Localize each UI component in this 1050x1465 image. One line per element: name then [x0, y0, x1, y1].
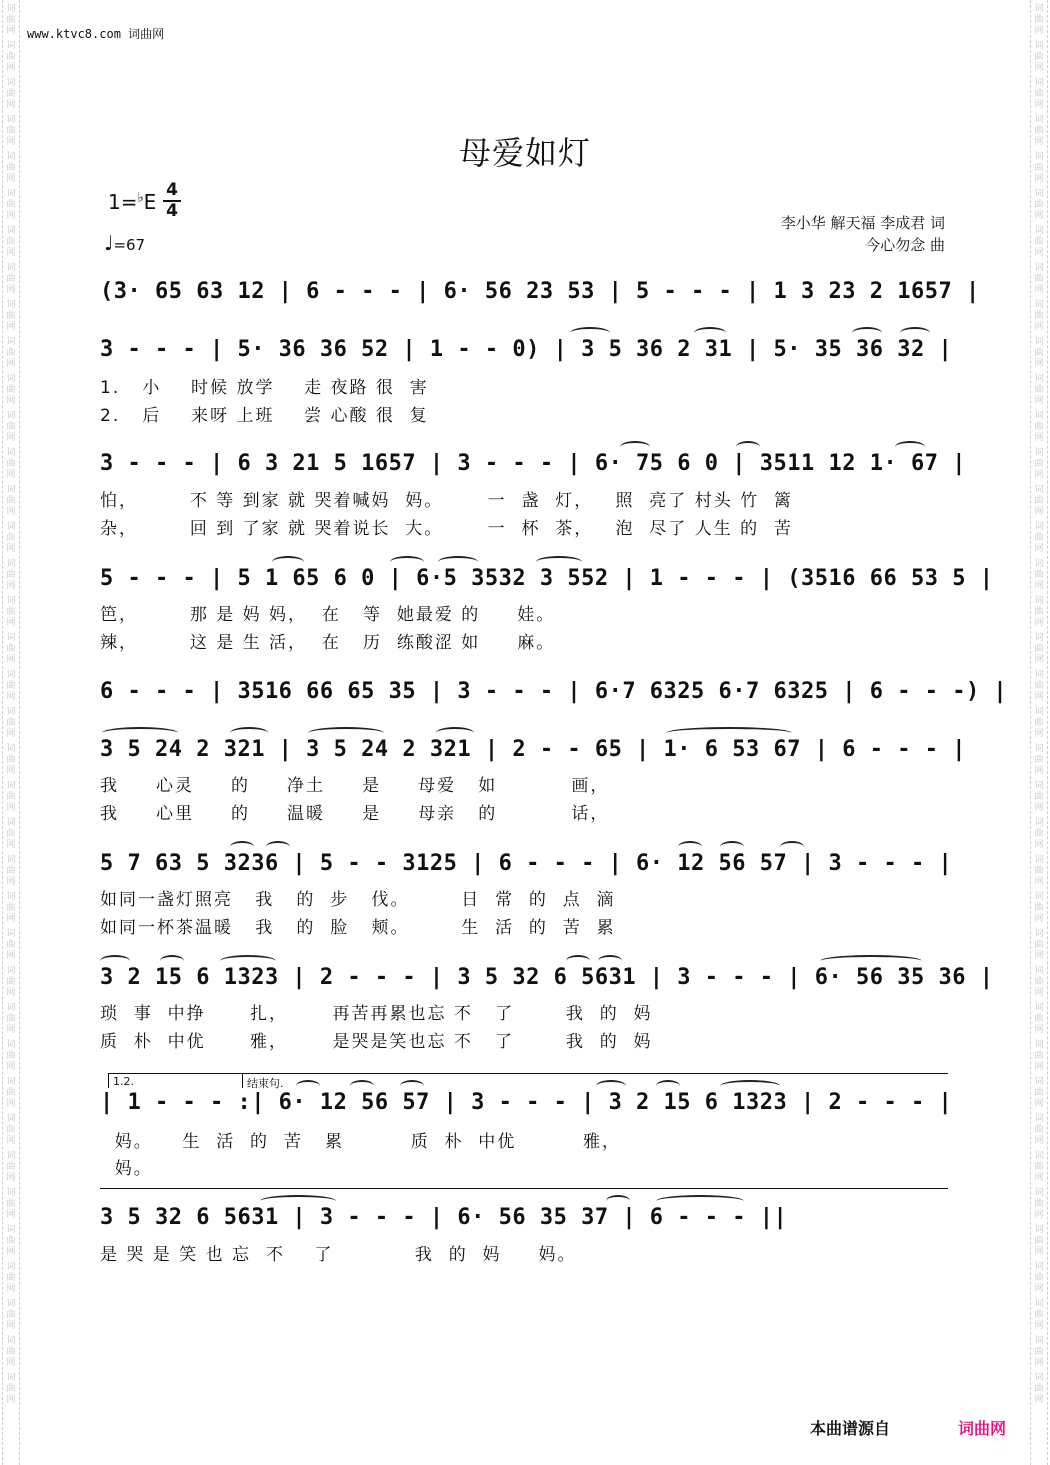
- slur: [260, 1195, 336, 1207]
- lyric-line-verse-1: 我 心灵 的 净土 是 母爱 如 画，: [100, 776, 610, 796]
- lyric-line-verse-1: 琐 事 中挣 扎， 再苦再累也忘 不 了 我 的 妈: [100, 1004, 653, 1024]
- notation-line: 3 5 32 6 5631 | 3 - - - | 6· 56 35 37 | 6 - - - ||: [100, 1205, 788, 1230]
- slur: [720, 841, 744, 853]
- slur: [436, 727, 474, 739]
- slur: [656, 1080, 680, 1092]
- key-signature: 1=♭E: [108, 190, 157, 214]
- lyric-line-verse-2: 我 心里 的 温暖 是 母亲 的 话，: [100, 804, 610, 824]
- lyric-line-verse-2: 妈。: [100, 1159, 153, 1179]
- quarter-note-icon: ♩: [104, 231, 114, 255]
- volta-ending-label: 结束句.: [242, 1073, 319, 1088]
- slur: [852, 327, 882, 339]
- slur: [400, 1080, 424, 1092]
- slur: [570, 327, 610, 339]
- slur: [666, 727, 792, 739]
- slur: [230, 841, 254, 853]
- slur: [390, 556, 424, 568]
- score-system-8: [100, 963, 994, 999]
- score-system-2: [100, 335, 952, 371]
- slur: [694, 327, 726, 339]
- lyric-line-verse-2: 质 朴 中优 雅， 是哭是笑也忘 不 了 我 的 妈: [100, 1032, 653, 1052]
- lyric-line-final: 是 哭 是 笑 也 忘 不 了 我 的 妈 妈。: [100, 1245, 577, 1265]
- slur: [160, 955, 184, 967]
- slur: [102, 727, 178, 739]
- lyric-line-verse-1: 1. 小 时候 放学 走 夜路 很 害: [100, 378, 429, 398]
- lyric-line-verse-1: 笆， 那 是 妈 妈， 在 等 她最爱 的 娃。: [100, 605, 556, 625]
- lyric-line-verse-2: 如同一杯茶温暖 我 的 脸 颊。 生 活 的 苦 累: [100, 918, 616, 938]
- score-system-9: [100, 1088, 952, 1124]
- lyric-line-verse-2: 2. 后 来呀 上班 尝 心酸 很 复: [100, 406, 429, 426]
- slur: [900, 327, 930, 339]
- slur: [780, 841, 804, 853]
- score-system-3: [100, 449, 966, 485]
- lyric-line-verse-2: 辣， 这 是 生 活， 在 历 练酸涩 如 麻。: [100, 633, 556, 653]
- notation-line: 3 - - - | 6 3 21 5 1657 | 3 - - - | 6· 75 6 0 | 3511 12 1· 67 |: [100, 451, 966, 476]
- slur: [350, 1080, 374, 1092]
- lyric-line-verse-1: 怕， 不 等 到家 就 哭着喊妈 妈。 一 盏 灯， 照 亮了 村头 竹 篱: [100, 491, 793, 511]
- notation-line: 5 - - - | 5 1 65 6 0 | 6·5 3532 3 552 | 1 - - - | (3516 66 53 5 |: [100, 566, 994, 591]
- slur: [296, 1080, 320, 1092]
- footer-site-link[interactable]: 词曲网: [958, 1419, 1007, 1438]
- left-margin-watermark: 词曲网 词曲网 词曲网 词曲网 词曲网 词曲网 词曲网 词曲网 词曲网 词曲网 词曲网 词曲网 词曲网 词曲网 词曲网 词曲网 词曲网 词曲网 词曲网 词曲网 词曲网 词曲网 词曲网 词曲网 词曲网 词曲网 词曲网 词曲网 词曲网 词曲网 词曲网 词曲网 词曲网 词曲网 词曲网 词曲网 词曲网 词曲网: [2, 0, 20, 1465]
- slur: [820, 955, 922, 967]
- site-url: www.ktvc8.com 词曲网: [27, 27, 165, 41]
- time-signature: 4 4: [163, 181, 181, 221]
- slur: [266, 841, 290, 853]
- score-system-4: [100, 564, 994, 600]
- score-system-5: [100, 677, 1008, 713]
- lyricist-credit: 李小华 解天福 李成君 词: [780, 214, 945, 232]
- footer-source-label: 本曲谱源自: [810, 1419, 891, 1438]
- slur: [736, 441, 760, 453]
- volta-line: [310, 1073, 948, 1074]
- page-title: 母爱如灯: [458, 134, 591, 172]
- slur: [438, 556, 478, 568]
- slur: [308, 727, 384, 739]
- slur: [720, 1080, 780, 1092]
- volta-first-ending: 1.2.: [108, 1073, 243, 1088]
- notation-line: 5 7 63 5 3236 | 5 - - 3125 | 6 - - - | 6· 12 56 57 | 3 - - - |: [100, 851, 953, 876]
- notation-line: 3 2 15 6 1323 | 2 - - - | 3 5 32 6 5631 | 3 - - - | 6· 56 35 36 |: [100, 965, 994, 990]
- composer-credit: 今心勿念 曲: [865, 236, 945, 254]
- slur: [606, 1195, 630, 1207]
- slur: [598, 955, 622, 967]
- score-system-1: [100, 277, 980, 313]
- slur: [100, 955, 130, 967]
- score-system-10: [100, 1203, 952, 1239]
- lyric-line-verse-1: 妈。 生 活 的 苦 累 质 朴 中优 雅，: [100, 1132, 621, 1152]
- ending-line: [100, 1188, 948, 1189]
- slur: [620, 441, 650, 453]
- slur: [230, 727, 268, 739]
- slur: [656, 1195, 744, 1207]
- notation-line: 3 5 24 2 321 | 3 5 24 2 321 | 2 - - 65 | 1· 6 53 67 | 6 - - - |: [100, 737, 966, 762]
- notation-line: 6 - - - | 3516 66 65 35 | 3 - - - | 6·7 6325 6·7 6325 | 6 - - -) |: [100, 679, 1008, 704]
- notation-line: | 1 - - - :| 6· 12 56 57 | 3 - - - | 3 2 15 6 1323 | 2 - - - |: [100, 1090, 953, 1115]
- slur: [220, 955, 276, 967]
- notation-line: (3· 65 63 12 | 6 - - - | 6· 56 23 53 | 5 - - - | 1 3 23 2 1657 |: [100, 279, 980, 304]
- tempo-marking: ♩=67: [104, 231, 146, 255]
- notation-line: 3 - - - | 5· 36 36 52 | 1 - - 0) | 3 5 36 2 31 | 5· 35 36 32 |: [100, 337, 953, 362]
- slur: [536, 556, 582, 568]
- slur: [895, 441, 925, 453]
- lyric-line-verse-2: 杂， 回 到 了家 就 哭着说长 大。 一 杯 茶， 泡 尽了 人生 的 苦: [100, 519, 793, 539]
- lyric-line-verse-1: 如同一盏灯照亮 我 的 步 伐。 日 常 的 点 滴: [100, 890, 616, 910]
- score-system-7: [100, 849, 952, 885]
- slur: [272, 556, 304, 568]
- slur: [678, 841, 702, 853]
- slur: [566, 955, 590, 967]
- score-system-6: [100, 735, 966, 771]
- slur: [596, 1080, 626, 1092]
- right-margin-watermark: 词曲网 词曲网 词曲网 词曲网 词曲网 词曲网 词曲网 词曲网 词曲网 词曲网 词曲网 词曲网 词曲网 词曲网 词曲网 词曲网 词曲网 词曲网 词曲网 词曲网 词曲网 词曲网 词曲网 词曲网 词曲网 词曲网 词曲网 词曲网 词曲网 词曲网 词曲网 词曲网 词曲网 词曲网 词曲网 词曲网 词曲网 词曲网: [1030, 0, 1048, 1465]
